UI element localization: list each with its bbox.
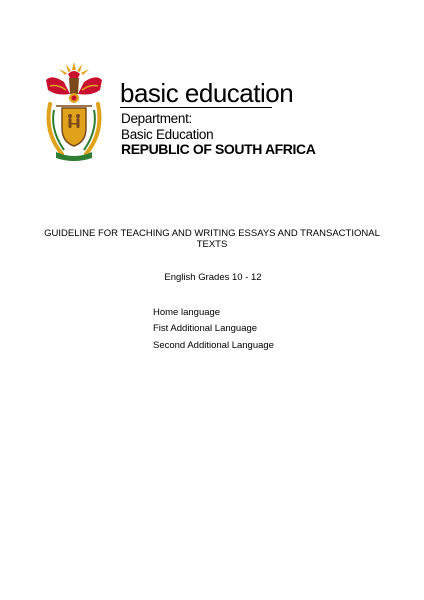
brand-title: basic education — [120, 78, 294, 108]
grades-line: English Grades 10 - 12 — [164, 272, 262, 283]
department-name: Basic Education — [121, 127, 214, 142]
department-label: Department: — [121, 111, 192, 126]
language-item-home: Home language — [153, 307, 221, 318]
brand-underline — [120, 107, 272, 108]
language-item-first-additional: Fist Additional Language — [153, 323, 258, 334]
south-africa-coat-of-arms-icon — [42, 60, 106, 164]
language-item-second-additional: Second Additional Language — [153, 340, 274, 351]
document-title: GUIDELINE FOR TEACHING AND WRITING ESSAYS AND TRANSACTIONAL TEXTS — [44, 228, 380, 250]
country-name: REPUBLIC OF SOUTH AFRICA — [121, 141, 316, 157]
